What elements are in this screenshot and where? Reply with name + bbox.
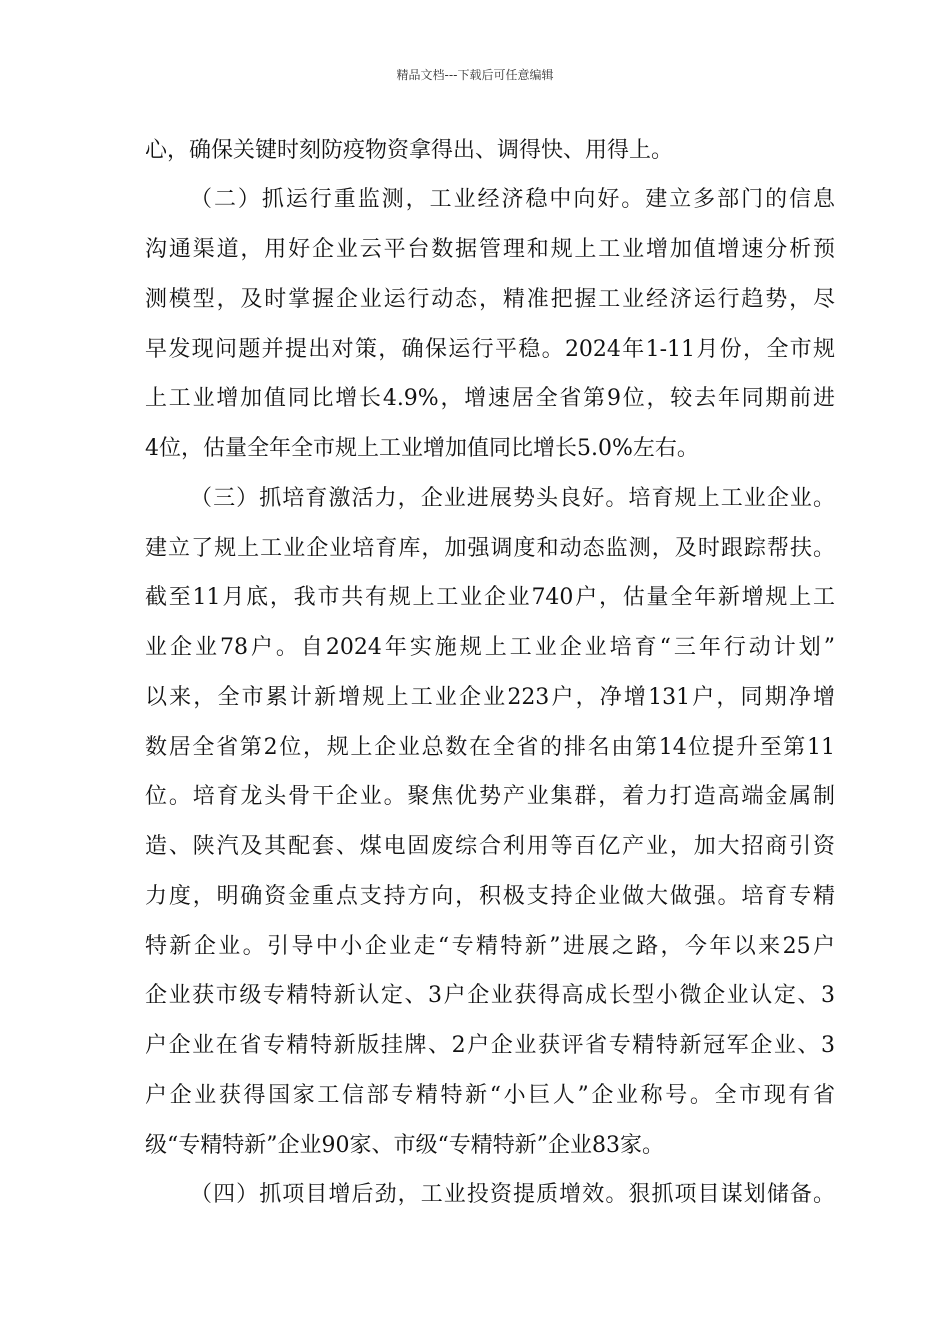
text-line: 户企业获得国家工信部专精特新“小巨人”企业称号。全市现有省	[145, 1083, 835, 1108]
text-line: 心，确保关键时刻防疫物资拿得出、调得快、用得上。	[145, 138, 674, 163]
text-line: 企业获市级专精特新认定、3户企业获得高成长型小微企业认定、3	[145, 983, 835, 1008]
text-line: 造、陕汽及其配套、煤电固废综合利用等百亿产业，加大招商引资	[145, 834, 835, 859]
text-line: （三）抓培育激活力，企业进展势头良好。培育规上工业企业。	[190, 486, 835, 511]
text-line: 以来，全市累计新增规上工业企业223户，净增131户，同期净增	[145, 685, 835, 710]
text-line: 上工业增加值同比增长4.9%，增速居全省第9位，较去年同期前进	[145, 386, 836, 411]
text-line: 早发现问题并提出对策，确保运行平稳。2024年1-11月份，全市规	[145, 337, 835, 362]
text-line: 业企业78户。自2024年实施规上工业企业培育“三年行动计划”	[145, 635, 835, 660]
text-line: 户企业在省专精特新版挂牌、2户企业获评省专精特新冠军企业、3	[145, 1033, 835, 1058]
text-line: （二）抓运行重监测，工业经济稳中向好。建立多部门的信息	[190, 187, 835, 212]
text-line: 数居全省第2位，规上企业总数在全省的排名由第14位提升至第11	[145, 735, 835, 760]
text-line: 位。培育龙头骨干企业。聚焦优势产业集群，着力打造高端金属制	[145, 784, 835, 809]
text-line: 测模型，及时掌握企业运行动态，精准把握工业经济运行趋势，尽	[145, 287, 835, 312]
text-line: 沟通渠道，用好企业云平台数据管理和规上工业增加值增速分析预	[145, 237, 835, 262]
text-line: （四）抓项目增后劲，工业投资提质增效。狠抓项目谋划储备。	[190, 1182, 835, 1207]
text-line: 力度，明确资金重点支持方向，积极支持企业做大做强。培育专精	[145, 884, 835, 909]
text-line: 截至11月底，我市共有规上工业企业740户，估量全年新增规上工	[145, 585, 835, 610]
text-line: 级“专精特新”企业90家、市级“专精特新”企业83家。	[145, 1133, 664, 1158]
page-header: 精品文档---下载后可任意编辑	[396, 68, 554, 82]
text-line: 特新企业。引导中小企业走“专精特新”进展之路，今年以来25户	[145, 934, 835, 959]
text-line: 建立了规上工业企业培育库，加强调度和动态监测，及时跟踪帮扶。	[145, 536, 835, 561]
text-line: 4位，估量全年全市规上工业增加值同比增长5.0%左右。	[145, 436, 699, 461]
